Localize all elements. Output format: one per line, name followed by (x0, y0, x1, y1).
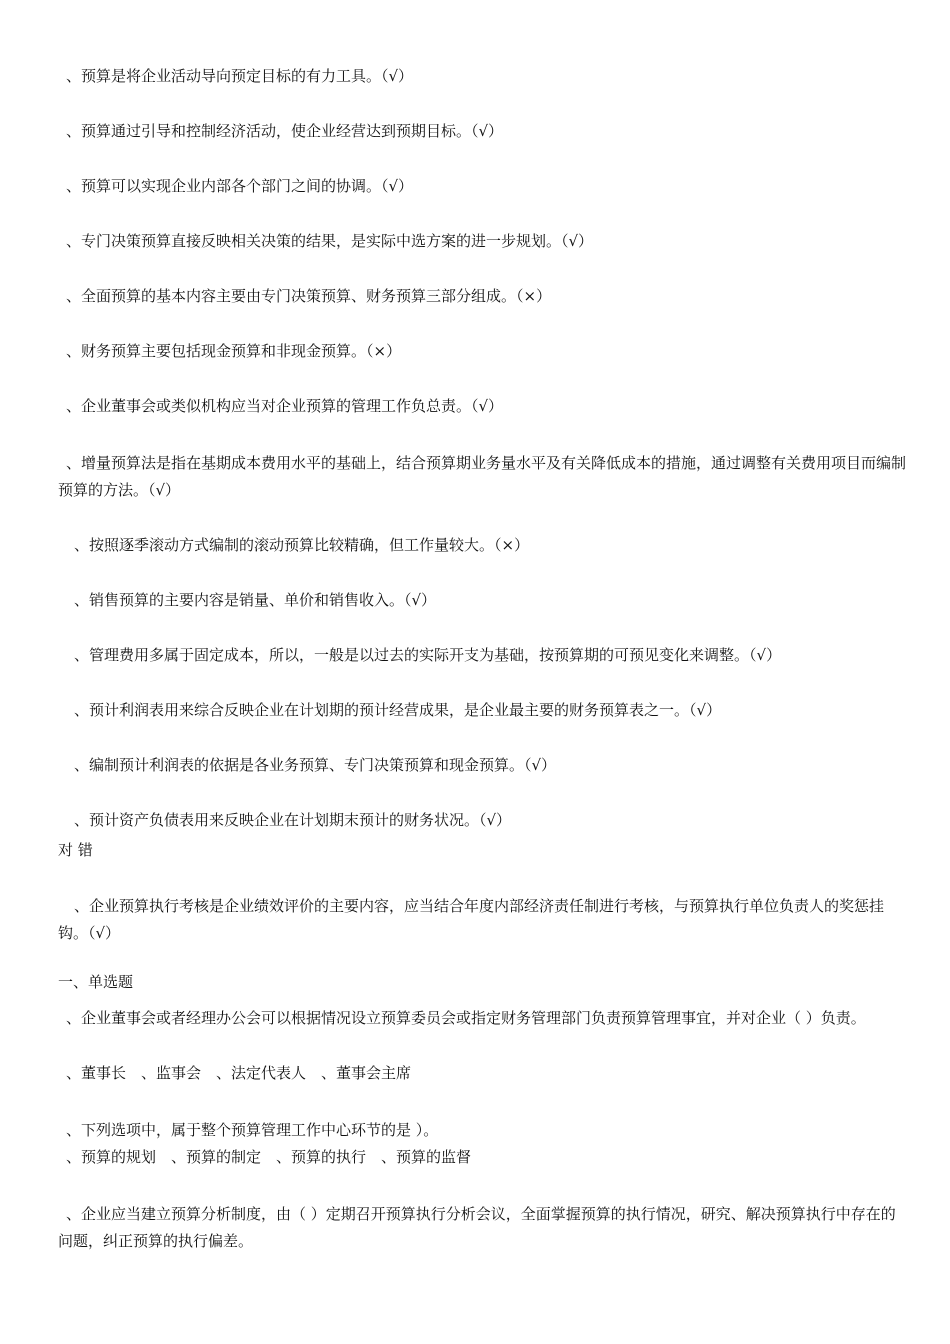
tf-item-15: 、企业预算执行考核是企业绩效评价的主要内容，应当结合年度内部经济责任制进行考核，与预算执行单位负责人的奖惩挂钩。（√） (58, 897, 885, 942)
tf-item-11: 、管理费用多属于固定成本，所以，一般是以过去的实际开支为基础，按预算期的可预见变化来调整。（√） (74, 646, 782, 664)
tf-item-13: 、编制预计利润表的依据是各业务预算、专门决策预算和现金预算。（√） (74, 756, 557, 774)
tf-item-5: 、全面预算的基本内容主要由专门决策预算、财务预算三部分组成。（×） (66, 287, 552, 305)
tf-item-3: 、预算可以实现企业内部各个部门之间的协调。（√） (66, 177, 414, 195)
tf-item-8: 、增量预算法是指在基期成本费用水平的基础上，结合预算期业务量水平及有关降低成本的措施，通过调整有关费用项目而编制预算的方法。（√） (58, 454, 907, 499)
tf-item-6: 、财务预算主要包括现金预算和非现金预算。（×） (66, 342, 402, 360)
q2-options: 、预算的规划 、预算的制定 、预算的执行 、预算的监督 (66, 1148, 472, 1166)
tf-item-7: 、企业董事会或类似机构应当对企业预算的管理工作负总责。（√） (66, 397, 504, 415)
q2-stem: 、下列选项中，属于整个预算管理工作中心环节的是 ）。 (66, 1121, 439, 1139)
q1-options: 、董事长 、监事会 、法定代表人 、董事会主席 (66, 1064, 412, 1082)
tf-item-10: 、销售预算的主要内容是销量、单价和销售收入。（√） (74, 591, 437, 609)
section-title: 一、单选题 (58, 973, 134, 991)
tf-item-9: 、按照逐季滚动方式编制的滚动预算比较精确，但工作量较大。（×） (74, 536, 530, 554)
tf-item-4: 、专门决策预算直接反映相关决策的结果，是实际中选方案的进一步规划。（√） (66, 232, 594, 250)
tf-item-2: 、预算通过引导和控制经济活动，使企业经营达到预期目标。（√） (66, 122, 504, 140)
q3-stem: 、企业应当建立预算分析制度，由（ ）定期召开预算执行分析会议，全面掌握预算的执行情况，研究、解决预算执行中存在的问题，纠正预算的执行偏差。 (58, 1205, 896, 1250)
tf-item-12: 、预计利润表用来综合反映企业在计划期的预计经营成果，是企业最主要的财务预算表之一。（√） (74, 701, 722, 719)
tf-answer-labels: 对 错 (58, 841, 93, 859)
q1-stem: 、企业董事会或者经理办公会可以根据情况设立预算委员会或指定财务管理部门负责预算管理事宜，并对企业（ ）负责。 (66, 1009, 866, 1027)
tf-item-14: 、预计资产负债表用来反映企业在计划期末预计的财务状况。（√） (74, 811, 512, 829)
tf-item-1: 、预算是将企业活动导向预定目标的有力工具。（√） (66, 67, 414, 85)
